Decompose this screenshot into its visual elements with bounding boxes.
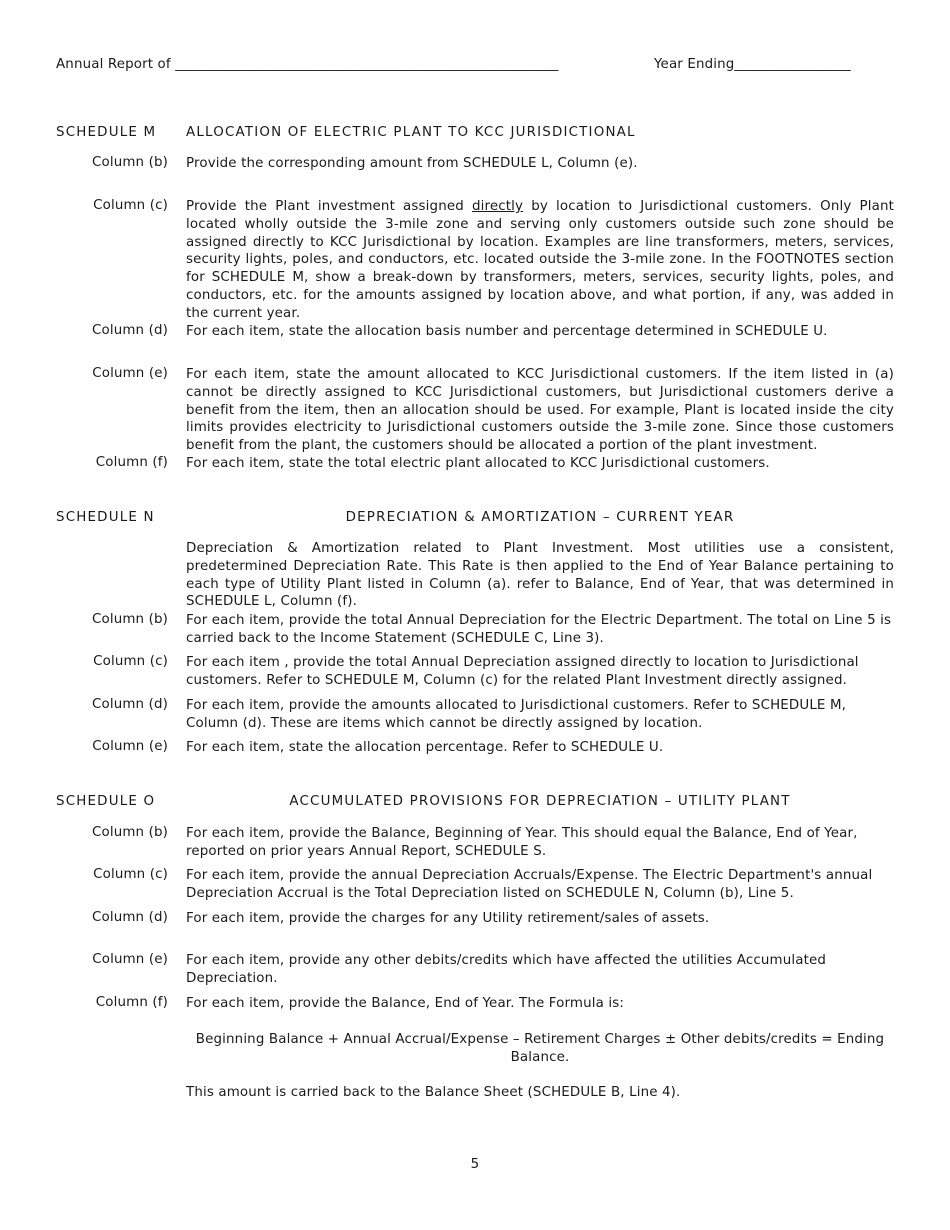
year-ending-blank: _________________ [734,57,851,72]
schedule-o-col-d-text: For each item, provide the charges for any Utility retirement/sales of assets. [186,911,710,926]
schedule-n-col-b-text: For each item, provide the total Annual Depreciation for the Electric Department. The total on Line 5 is carried back to the Income Statement (SCHEDULE C, Line 3). [186,613,892,646]
schedule-m-col-c-label: Column (c) [93,198,168,213]
schedule-m-col-c-after: by location to Jurisdictional customers. Only Plant located wholly outside the 3-mile zone and serving only customers outside such zone should be assigned directly to KCC Jurisdictional by location. Examples are line transformers, meters, services, security lights, poles, and conductors, etc. located outside the 3-mile zone. In the FOOTNOTES section for SCHEDULE M, show a break-down by transformers, meters, services, security lights, poles, and conductors, etc. for the amounts assigned by location above, and what portion, if any, was added in the current year. [186,199,894,321]
schedule-m-col-c-before: Provide the Plant investment assigned [186,199,464,214]
schedule-n-title: DEPRECIATION & AMORTIZATION – CURRENT YEAR [345,510,735,525]
schedule-m-col-d-text: For each item, state the allocation basis number and percentage determined in SCHEDULE U. [186,324,828,339]
schedule-o-label: SCHEDULE O [56,794,156,809]
schedule-m-col-c-text [186,198,894,323]
header-line [56,57,559,72]
schedule-m-col-c-underlined: directly [471,199,524,214]
schedule-o-title: ACCUMULATED PROVISIONS FOR DEPRECIATION – UTILITY PLANT [289,794,791,809]
annual-report-label: Annual Report of [56,57,171,72]
schedule-o-col-e-label: Column (e) [92,952,168,967]
schedule-o-col-d-label: Column (d) [92,910,168,925]
schedule-m-col-b-text: Provide the corresponding amount from SCHEDULE L, Column (e). [186,156,638,171]
schedule-o-formula: Beginning Balance + Annual Accrual/Expense – Retirement Charges ± Other debits/credits = Ending Balance. [195,1032,885,1065]
annual-report-blank: ________________________________________________________ [175,57,559,72]
schedule-o-col-b-label: Column (b) [92,825,168,840]
schedule-m-title: ALLOCATION OF ELECTRIC PLANT TO KCC JURISDICTIONAL [186,125,636,140]
year-ending [654,57,851,72]
schedule-m-label: SCHEDULE M [56,125,157,140]
schedule-o-closing: This amount is carried back to the Balance Sheet (SCHEDULE B, Line 4). [186,1085,681,1100]
schedule-n-col-d-text: For each item, provide the amounts allocated to Jurisdictional customers. Refer to SCHEDULE M, Column (d). These are items which cannot be directly assigned by location. [186,698,847,731]
schedule-n-intro: Depreciation & Amortization related to Plant Investment. Most utilities use a consistent, predetermined Depreciation Rate. This Rate is then applied to the End of Year Balance pertaining to each type of Utility Plant listed in Column (a). refer to Balance, End of Year, that was determined in SCHEDULE L, Column (f). [186,541,894,610]
schedule-m-col-f-label: Column (f) [95,455,168,470]
schedule-m-col-e-text: For each item, state the amount allocated to KCC Jurisdictional customers. If the item listed in (a) cannot be directly assigned to KCC Jurisdictional customers, but Jurisdictional customers derive a benefit from the item, then an allocation should be used. For example, Plant is located inside the city limits provides electricity to Jurisdictional customers outside the 3-mile zone. Since those customers benefit from the plant, the customers should be allocated a portion of the plant investment. [186,367,894,454]
schedule-o-col-f-label: Column (f) [95,995,168,1010]
schedule-o-col-e-text: For each item, provide any other debits/credits which have affected the utilities Accumulated Depreciation. [186,953,827,986]
schedule-o-col-c-label: Column (c) [93,867,168,882]
schedule-n-col-e-text: For each item, state the allocation percentage. Refer to SCHEDULE U. [186,740,664,755]
schedule-n-col-d-label: Column (d) [92,697,168,712]
schedule-o-col-b-text: For each item, provide the Balance, Beginning of Year. This should equal the Balance, End of Year, reported on prior years Annual Report, SCHEDULE S. [186,826,858,859]
schedule-m-col-e-label: Column (e) [92,366,168,381]
schedule-m-col-f-text: For each item, state the total electric plant allocated to KCC Jurisdictional customers. [186,456,770,471]
schedule-n-label: SCHEDULE N [56,510,155,525]
schedule-n-col-c-label: Column (c) [93,654,168,669]
schedule-n-col-e-label: Column (e) [92,739,168,754]
year-ending-label: Year Ending [654,57,735,72]
page-number: 5 [470,1157,480,1172]
schedule-n-col-c-text: For each item , provide the total Annual Depreciation assigned directly to location to Jurisdictional customers. Refer to SCHEDULE M, Column (c) for the related Plant Investment directly assigned. [186,655,859,688]
schedule-m-col-b-label: Column (b) [92,155,168,170]
schedule-o-col-c-text: For each item, provide the annual Depreciation Accruals/Expense. The Electric Department's annual Depreciation Accrual is the Total Depreciation listed on SCHEDULE N, Column (b), Line 5. [186,868,873,901]
schedule-n-col-b-label: Column (b) [92,612,168,627]
schedule-o-col-f-text: For each item, provide the Balance, End of Year. The Formula is: [186,996,625,1011]
schedule-m-col-d-label: Column (d) [92,323,168,338]
